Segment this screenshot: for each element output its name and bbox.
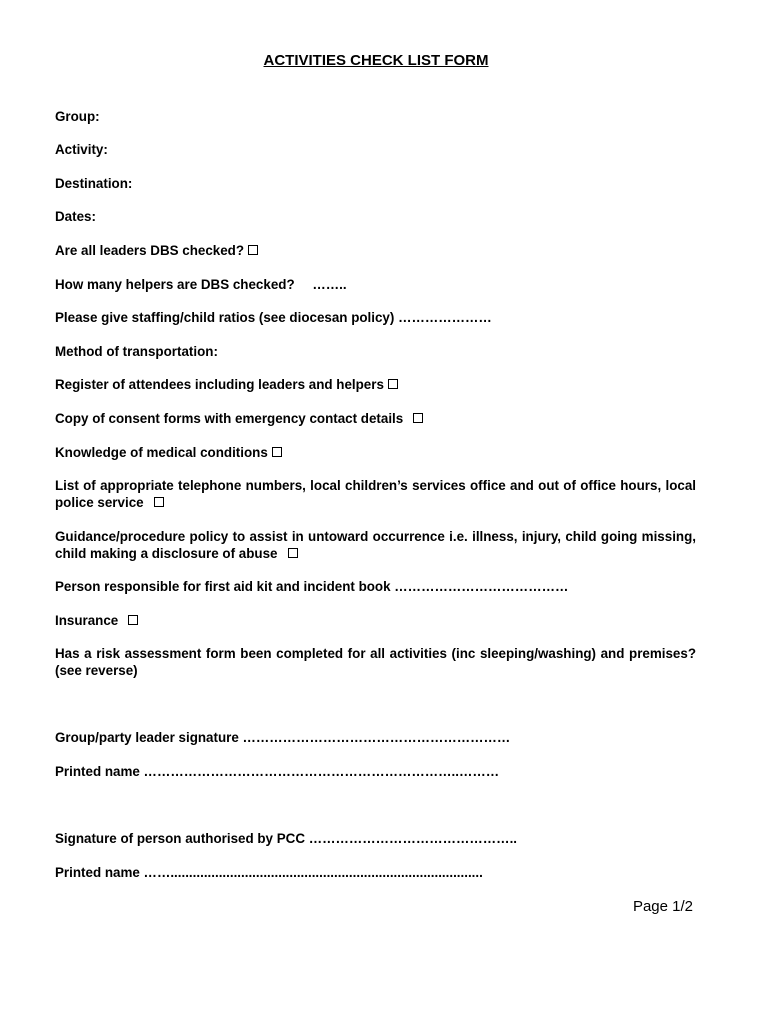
risk-assessment-field: Has a risk assessment form been completed for all activities (inc sleeping/washing) and premises? (see reverse): [55, 646, 696, 678]
guidance-label: Guidance/procedure policy to assist in untoward occurrence i.e. illness, injury, child going missing, child making a disclosure of abuse: [55, 529, 696, 561]
telephone-label: List of appropriate telephone numbers, local children’s services office and out of office hours, local police service: [55, 478, 696, 510]
helpers-dbs-blank[interactable]: ……..: [312, 277, 347, 292]
register-row: [55, 376, 696, 393]
consent-checkbox[interactable]: [413, 413, 423, 423]
insurance-checkbox[interactable]: [128, 615, 138, 625]
helpers-dbs-row: [55, 276, 696, 293]
guidance-row: [55, 528, 696, 562]
medical-row: [55, 444, 696, 461]
register-label: Register of attendees including leaders and helpers: [55, 377, 384, 392]
transport-field: Method of transportation:: [55, 344, 218, 359]
leaders-dbs-checkbox[interactable]: [248, 245, 258, 255]
register-checkbox[interactable]: [388, 379, 398, 389]
destination-field: Destination:: [55, 176, 133, 191]
medical-label: Knowledge of medical conditions: [55, 445, 268, 460]
insurance-label: Insurance: [55, 613, 119, 628]
leaders-dbs-label: Are all leaders DBS checked?: [55, 243, 245, 258]
pcc-signature-line[interactable]: Signature of person authorised by PCC ………………………………………..: [55, 831, 518, 846]
form-title: ACTIVITIES CHECK LIST FORM: [263, 52, 489, 69]
activity-field: Activity:: [55, 142, 108, 157]
telephone-checkbox[interactable]: [154, 497, 164, 507]
pcc-printed-name-line[interactable]: Printed name ……....................................................................................: [55, 865, 483, 880]
medical-checkbox[interactable]: [272, 447, 282, 457]
ratios-field: Please give staffing/child ratios (see diocesan policy) …………………: [55, 310, 492, 325]
telephone-row: [55, 477, 696, 511]
leaders-dbs-row: [55, 242, 696, 259]
first-aid-field: Person responsible for first aid kit and incident book …………………………………: [55, 579, 569, 594]
consent-label: Copy of consent forms with emergency contact details: [55, 411, 404, 426]
insurance-row: [55, 612, 696, 629]
dates-field: Dates:: [55, 209, 96, 224]
consent-row: [55, 410, 696, 427]
leader-printed-name-line[interactable]: Printed name ……………………………………………………………..………: [55, 764, 500, 779]
group-field: Group:: [55, 109, 100, 124]
helpers-dbs-label: How many helpers are DBS checked?: [55, 277, 295, 292]
guidance-checkbox[interactable]: [288, 548, 298, 558]
page-number: Page 1/2: [632, 898, 693, 915]
leader-signature-line[interactable]: Group/party leader signature ……………………………………………………: [55, 730, 511, 745]
